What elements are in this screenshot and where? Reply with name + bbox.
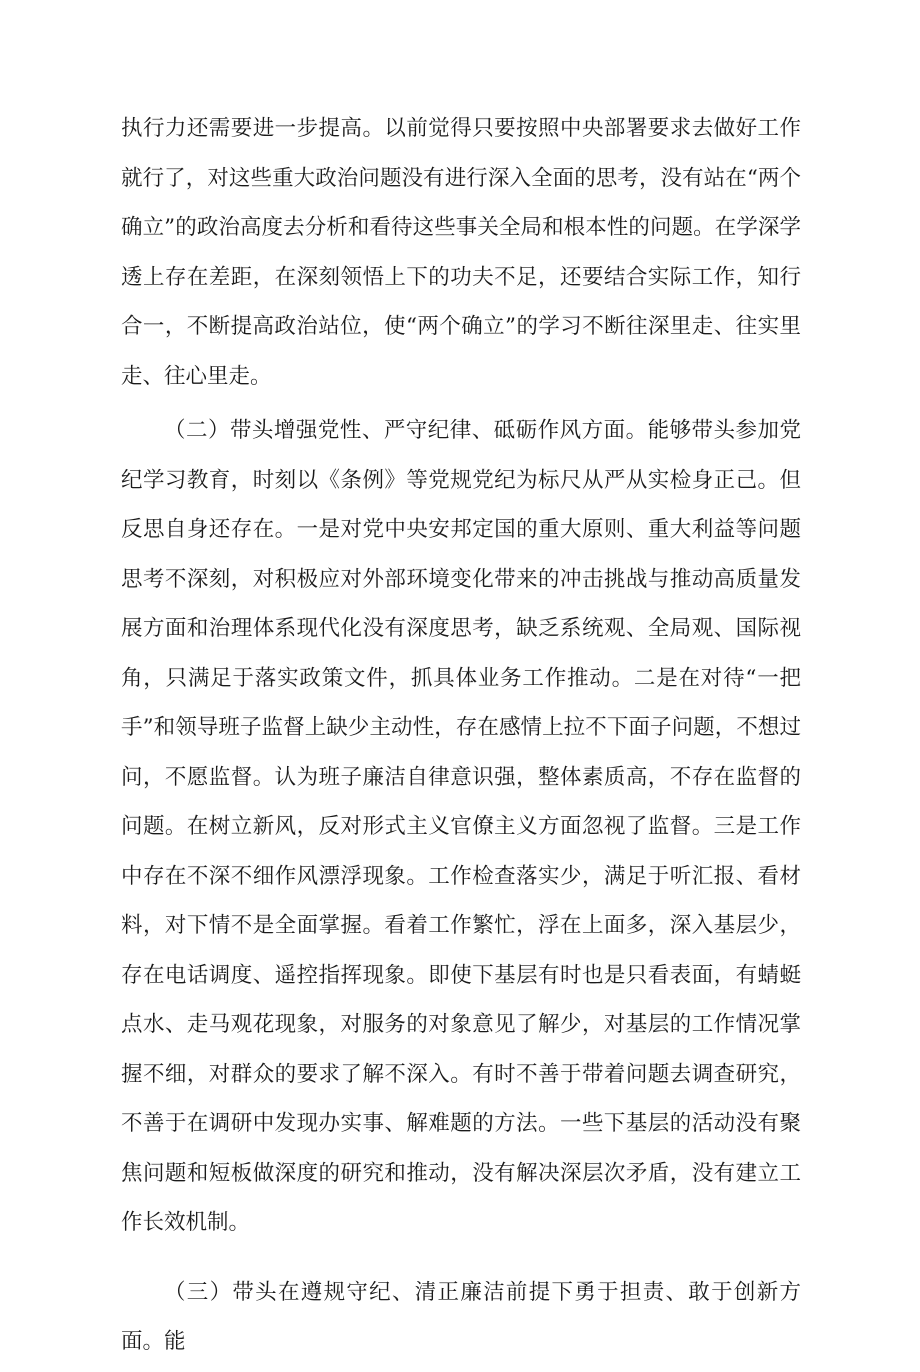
paragraph-section-two: （二）带头增强党性、严守纪律、砥砺作风方面。能够带头参加党纪学习教育，时刻以《条例》等党规党纪为标尺从严从实检身正己。但反思自身还存在。一是对党中央安邦定国的重大原则、重大利益等问题思考不深刻，对积极应对外部环境变化带来的冲击挑战与推动高质量发展方面和治理体系现代化没有深度思考，缺乏系统观、全局观、国际视角，只满足于落实政策文件，抓具体业务工作推动。二是在对待“一把手”和领导班子监督上缺少主动性，存在感情上拉不下面子问题，不想过问，不愿监督。认为班子廉洁自律意识强，整体素质高，不存在监督的问题。在树立新风，反对形式主义官僚主义方面忽视了监督。三是工作中存在不深不细作风漂浮现象。工作检查落实少，满足于听汇报、看材料，对下情不是全面掌握。看着工作繁忙，浮在上面多，深入基层少，存在电话调度、遥控指挥现象。即使下基层有时也是只看表面，有蜻蜓点水、走马观花现象，对服务的对象意见了解少，对基层的工作情况掌握不细，对群众的要求了解不深入。有时不善于带着问题去调查研究，不善于在调研中发现办实事、解难题的方法。一些下基层的活动没有聚焦问题和短板做深度的研究和推动，没有解决深层次矛盾，没有建立工作长效机制。 <box>121 418 801 1235</box>
paragraph-continuation: 执行力还需要进一步提高。以前觉得只要按照中央部署要求去做好工作就行了，对这些重大政治问题没有进行深入全面的思考，没有站在“两个确立”的政治高度去分析和看待这些事关全局和根本性的问题。在学深学透上存在差距，在深刻领悟上下的功夫不足，还要结合实际工作，知行合一，不断提高政治站位，使“两个确立”的学习不断往深里走、往实里走、往心里走。 <box>121 116 801 389</box>
document-body <box>121 104 801 1372</box>
paragraph-section-three: （三）带头在遵规守纪、清正廉洁前提下勇于担责、敢于创新方面。能 <box>121 1279 801 1354</box>
